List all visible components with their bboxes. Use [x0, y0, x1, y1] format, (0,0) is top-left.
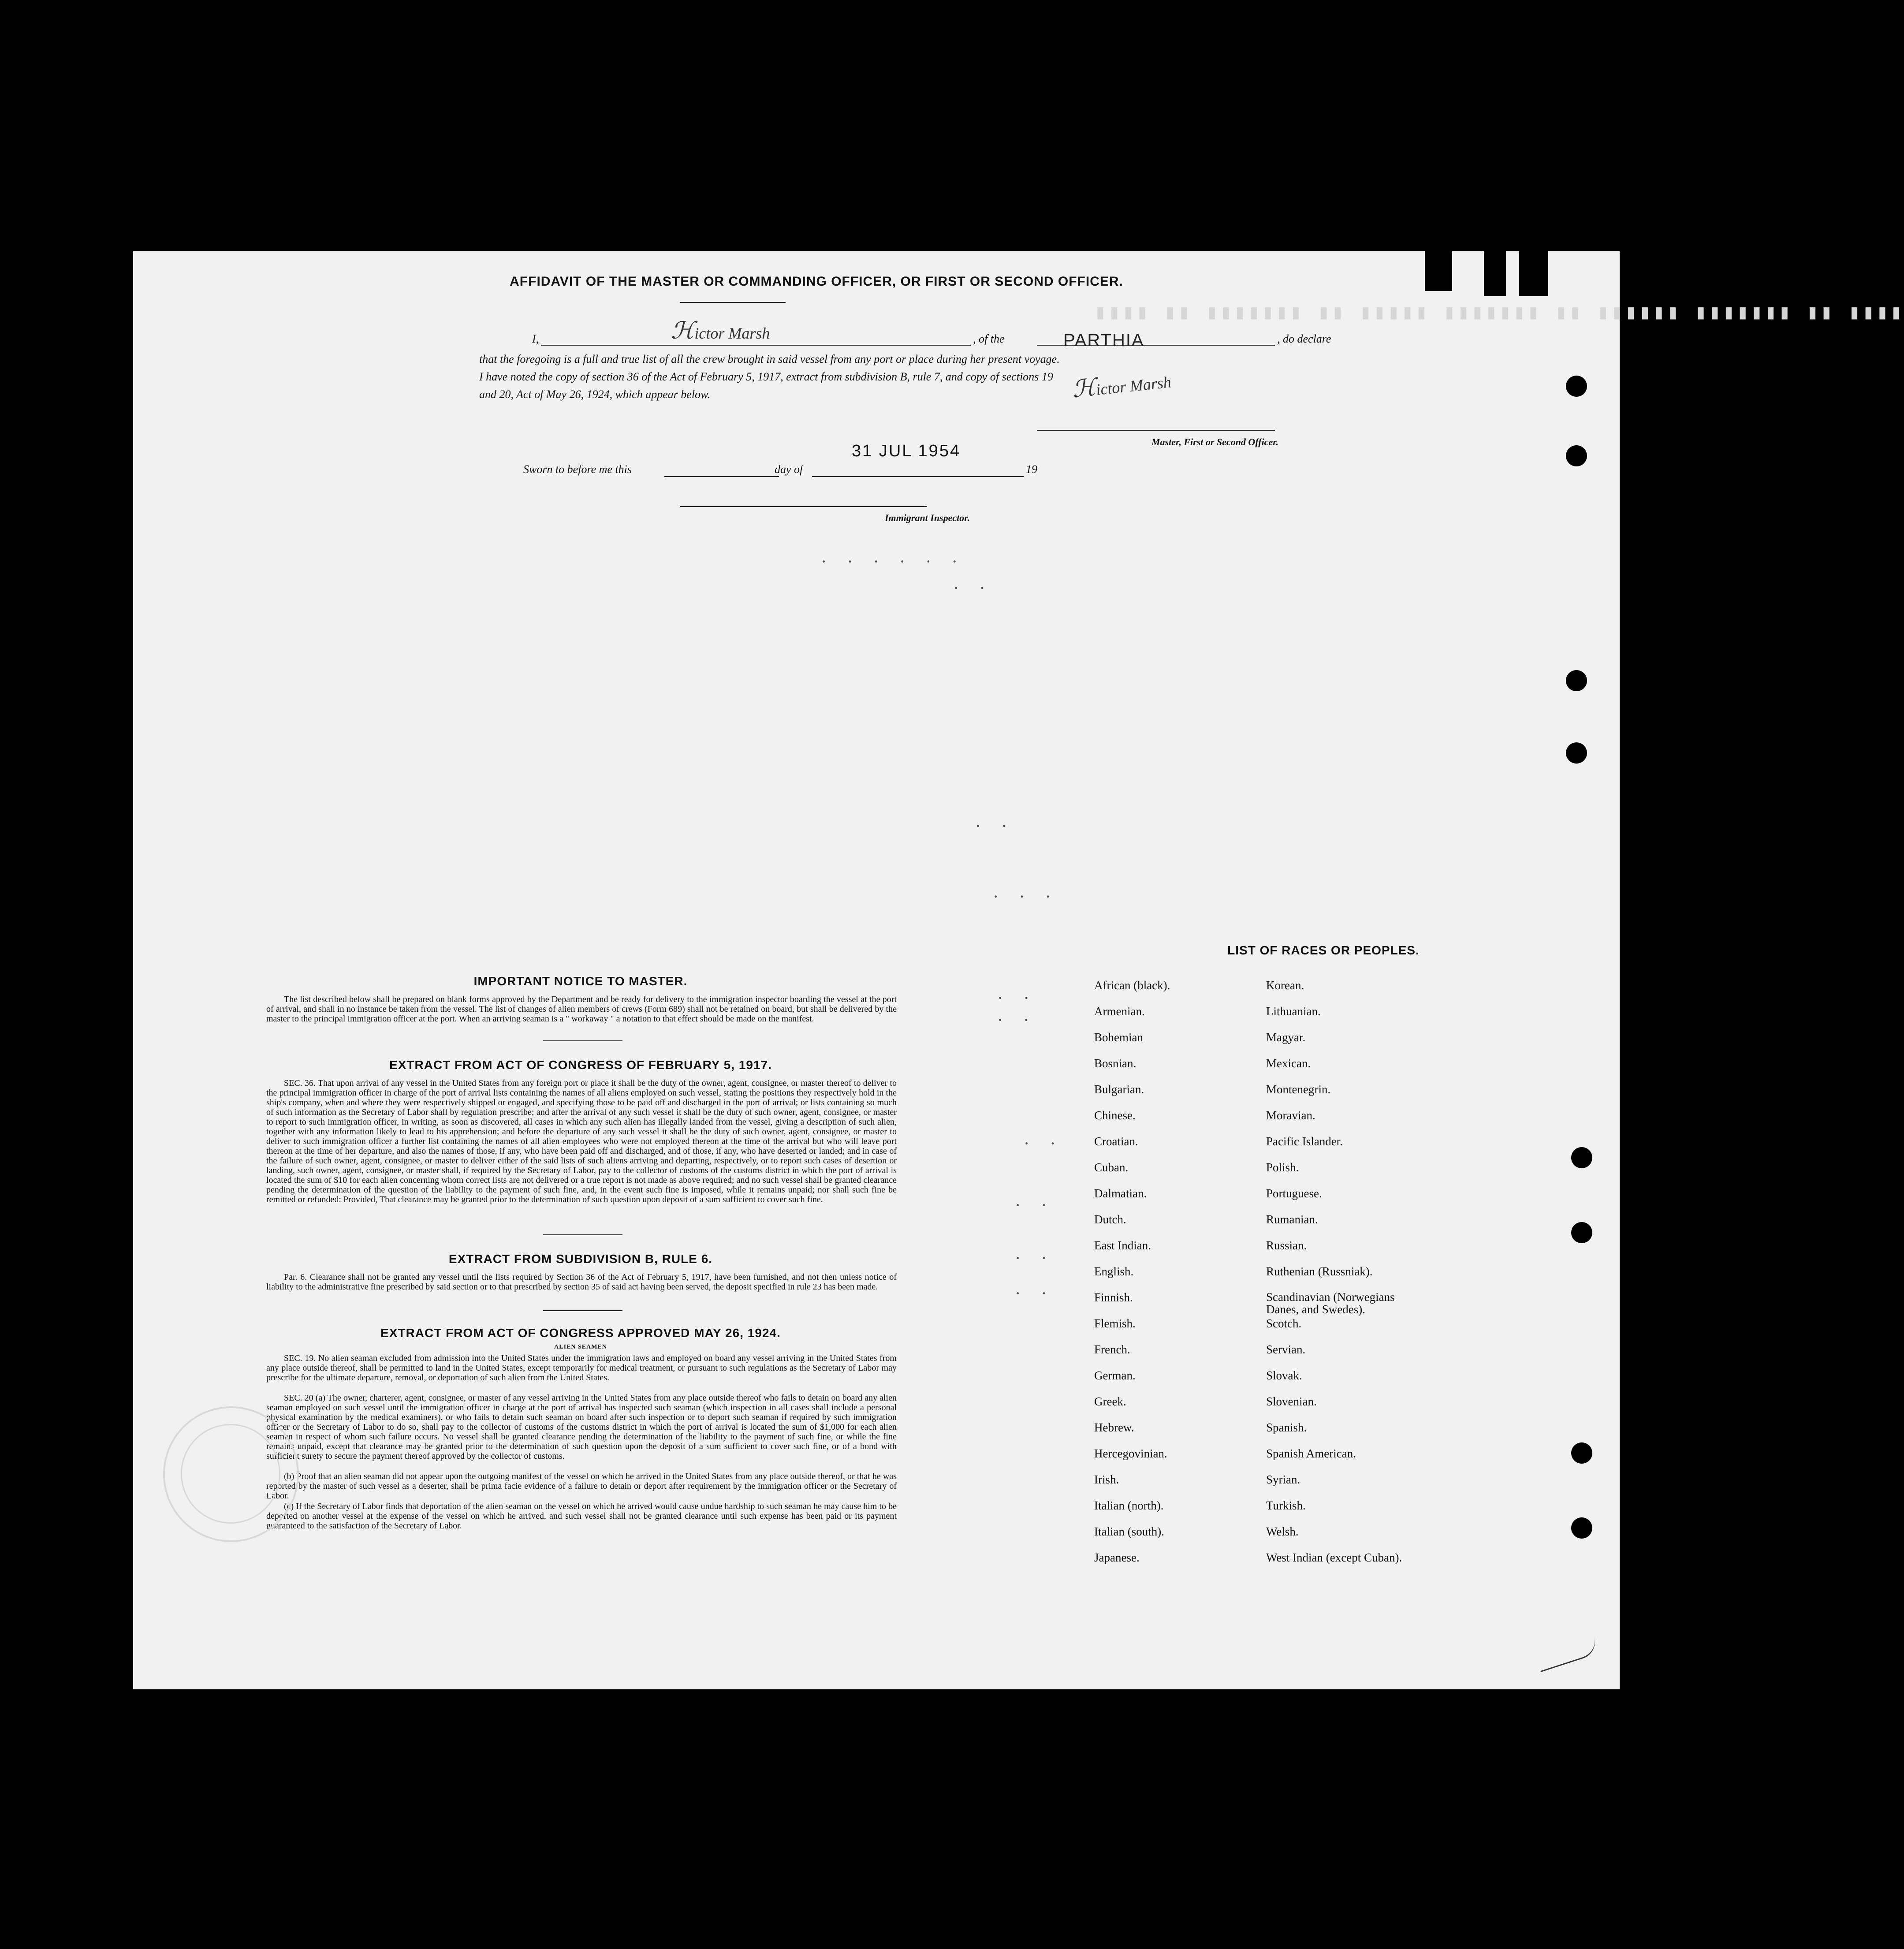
speck-row-6: · · — [997, 1010, 1037, 1030]
race-item: Irish. — [1094, 1473, 1119, 1486]
race-item: Dalmatian. — [1094, 1187, 1147, 1200]
race-item: Scotch. — [1266, 1317, 1302, 1330]
speck-row-4: · · · — [993, 887, 1059, 906]
race-item: Slovak. — [1266, 1369, 1302, 1382]
race-item: Syrian. — [1266, 1473, 1300, 1486]
affidavit-title: AFFIDAVIT OF THE MASTER OR COMMANDING OFFICER, OR FIRST OR SECOND OFFICER. — [510, 274, 1123, 289]
punch-hole — [1566, 742, 1587, 764]
vessel-name: PARTHIA — [1063, 331, 1144, 350]
race-item: Croatian. — [1094, 1135, 1138, 1148]
race-item: Korean. — [1266, 979, 1304, 992]
sheet-tab — [1519, 242, 1548, 296]
race-item: Turkish. — [1266, 1499, 1306, 1512]
race-item: Magyar. — [1266, 1031, 1306, 1044]
punch-hole — [1566, 445, 1587, 466]
sec19-text: SEC. 19. No alien seaman excluded from admission into the United States under the immigration laws and employed on board any vessel arriving in the United States from any place outside thereof, shall be permitted to land in the United States, except temporarily for medical treatment, or pursuant to such regulations as the Secretary of Labor may prescribe for the ultimate departure, removal, or deportation of such alien from the United States. — [266, 1353, 897, 1383]
sec20c-text: (c) If the Secretary of Labor finds that deportation of the alien seaman on the vessel on which he arrived would cause undue hardship to such seaman he may cause him to be deported on another vessel at the expense of the vessel on which he arrived, and such vessel shall not be granted clearance until such expense has been paid or its payment guaranteed to the satisfaction of the Secretary of Labor. — [266, 1502, 897, 1531]
punch-hole — [1571, 1147, 1592, 1168]
race-item: Lithuanian. — [1266, 1005, 1321, 1018]
race-item: French. — [1094, 1343, 1130, 1356]
sworn-year: 19 — [1026, 463, 1037, 476]
declaration-suffix: , do declare — [1277, 332, 1331, 345]
title-rule — [680, 302, 786, 303]
sworn-month-underline — [812, 476, 1024, 477]
extract-1917-title: EXTRACT FROM ACT OF CONGRESS OF FEBRUARY 5, 1917. — [389, 1058, 772, 1072]
notice-text: The list described below shall be prepared on blank forms approved by the Department and be ready for delivery to the immigration inspector boarding the vessel at the port of arrival, and shall in no instance be taken from the vessel. The list of changes of alien members of crews (Form 689) shall not be retained on board, but shall be delivered by the master to the principal immigration officer at the port. When an arriving seaman is a " workaway " a notation to that effect should be made on the manifest. — [266, 995, 897, 1024]
race-item: Hebrew. — [1094, 1421, 1134, 1434]
officer-signature: ℋictor Marsh — [1071, 373, 1172, 403]
sec20b-text: (b) Proof that an alien seaman did not appear upon the outgoing manifest of the vessel on which he arrived in the United States from any place outside thereof, or that he was reported by the master of such vessel as a deserter, shall be prima facie evidence of a failure to detain or deport after requirement by the immigration officer or the Secretary of Labor. — [266, 1472, 897, 1501]
race-item: Chinese. — [1094, 1109, 1136, 1122]
speck-row-3: · · — [975, 816, 1015, 836]
rule6-title: EXTRACT FROM SUBDIVISION B, RULE 6. — [448, 1252, 713, 1266]
race-item: Montenegrin. — [1266, 1083, 1331, 1096]
punch-hole — [1571, 1517, 1592, 1539]
race-item: Finnish. — [1094, 1291, 1133, 1304]
embossed-seal-inner — [181, 1424, 280, 1524]
inspector-caption: Immigrant Inspector. — [885, 512, 970, 523]
notice-title: IMPORTANT NOTICE TO MASTER. — [473, 974, 688, 988]
speck-row-1: · · · · · · — [821, 552, 965, 571]
race-item: Cuban. — [1094, 1161, 1129, 1174]
speck-row-9: · · — [1015, 1248, 1055, 1268]
sworn-day: day of — [775, 463, 803, 476]
race-item: Bosnian. — [1094, 1057, 1136, 1070]
race-item: Spanish. — [1266, 1421, 1307, 1434]
race-item: Greek. — [1094, 1395, 1126, 1408]
punch-hole — [1566, 376, 1587, 397]
speck-row-8: · · — [1015, 1195, 1055, 1215]
race-item: Servian. — [1266, 1343, 1306, 1356]
declaration-of: , of the — [973, 332, 1005, 345]
sheet-tab — [1484, 242, 1506, 296]
declaration-line-4: and 20, Act of May 26, 1924, which appear below. — [479, 388, 711, 401]
race-item: African (black). — [1094, 979, 1170, 992]
name-underline — [541, 345, 971, 346]
punch-hole — [1571, 1222, 1592, 1243]
sworn-line — [523, 462, 1140, 480]
race-item: East Indian. — [1094, 1239, 1151, 1252]
race-item: Rumanian. — [1266, 1213, 1318, 1226]
punch-hole — [1571, 1442, 1592, 1464]
race-item: Dutch. — [1094, 1213, 1126, 1226]
form-sheet — [133, 251, 1904, 1689]
sworn-prefix: Sworn to before me this — [523, 463, 632, 476]
race-item: Spanish American. — [1266, 1447, 1356, 1460]
speck-row-5: · · — [997, 988, 1037, 1008]
race-item: German. — [1094, 1369, 1136, 1382]
race-item: Armenian. — [1094, 1005, 1145, 1018]
race-item: Ruthenian (Russniak). — [1266, 1265, 1373, 1278]
punch-hole — [1566, 670, 1587, 691]
race-item: Italian (north). — [1094, 1499, 1164, 1512]
race-item: Portuguese. — [1266, 1187, 1322, 1200]
notice-rule — [543, 1040, 622, 1041]
sec20a-text: SEC. 20 (a) The owner, charterer, agent, consignee, or master of any vessel arriving in the United States from any place outside thereof who fails to detain on board any alien seaman employed on such vessel until the immigration officer in charge at the port of arrival has inspected such seaman (which inspection in all cases shall include a personal physical examination by the medical examiners), or who fails to detain such seaman on board after such inspection or to deport such seaman if required by such immigration officer or the Secretary of Labor to do so, shall pay to the collector of customs of the customs district in which the port of arrival is located the sum of $1,000 for each alien seaman in respect of whom such failure occurs. No vessel shall be granted clearance pending the determination of the liability to the payment of such fine, or while the fine remains unpaid, except that clearance may be granted prior to the determination of such question upon the deposit of a sum sufficient to cover such fine, or of a bond with sufficient surety to secure the payment thereof approved by the collector of customs. — [266, 1393, 897, 1461]
race-item: Bulgarian. — [1094, 1083, 1144, 1096]
speck-row-10: · · — [1015, 1283, 1055, 1303]
race-item: English. — [1094, 1265, 1134, 1278]
corner-mark — [1532, 1627, 1600, 1672]
show-through-text: ▮▮▮▮ ▮▮ ▮▮▮▮▮▮▮ ▮▮ ▮▮▮▮▮ ▮▮▮▮▮▮▮ ▮▮ ▮▮▮▮▮▮ ▮▮▮▮▮▮▮ ▮▮ ▮▮▮▮ — [1094, 302, 1904, 325]
race-item: Scandinavian (Norwegians Danes, and Swedes). — [1266, 1290, 1395, 1316]
speck-row-7: · · — [1024, 1133, 1064, 1153]
declaration-prefix: I, — [532, 332, 539, 345]
race-item: Russian. — [1266, 1239, 1307, 1252]
race-item: West Indian (except Cuban). — [1266, 1551, 1402, 1564]
rule6-rule — [543, 1310, 622, 1311]
inspector-signature-line — [680, 506, 927, 507]
declaration-line-3: I have noted the copy of section 36 of the Act of February 5, 1917, extract from subdivision B, rule 7, and copy of sections 19 — [479, 370, 1053, 383]
race-item: Hercegovinian. — [1094, 1447, 1167, 1460]
races-title: LIST OF RACES OR PEOPLES. — [1227, 943, 1420, 957]
race-item: Moravian. — [1266, 1109, 1315, 1122]
sheet-tab — [1425, 242, 1452, 291]
race-item: Japanese. — [1094, 1551, 1140, 1564]
speck-row-2: · · — [953, 578, 993, 598]
race-item: Italian (south). — [1094, 1525, 1164, 1538]
extract-1917-text: SEC. 36. That upon arrival of any vessel in the United States from any foreign port or place it shall be the duty of the owner, agent, consignee, or master thereof to deliver to the principal immigration officer in charge of the port of arrival lists containing the names of all aliens employed on such vessel, stating the positions they respectively hold in the ship's company, when and where they were respectively shipped or engaged, and specifying those to be paid off and discharged in the port of arrival; or lists containing so much of such information as the Secretary of Labor shall by regulation prescribe; and after the arrival of any such vessel it shall be the duty of such owner, agent, consignee, or master to report to such immigration officer, in writing, as soon as discovered, all cases in which any such alien has illegally landed from the vessel, giving a description of such alien, together with any information likely to lead to his apprehension; and before the departure of any such vessel it shall be the duty of such owner, agent, consignee, or master to deliver to such immigration officer a further list containing the names of all alien employees who were not employed thereon at the time of the arrival but who will leave port thereon at the time of her departure, and also the names of those, if any, who have been paid off and discharged, and of those, if any, who have deserted or landed; and in case of the failure of such owner, agent, consignee, or master to deliver either of the said lists of such aliens arriving and departing, respectively, or to report such cases of desertion or landing, such owner, agent, consignee, or master shall, if required by the Secretary of Labor, pay to the collector of customs of the customs district in which the port of arrival is located the sum of $10 for each alien concerning whom correct lists are not delivered or a true report is not made as above required; and no such vessel shall be granted clearance pending the determination of the question of the liability to the payment of such fine, and, in the event such fine is imposed, while it remains unpaid; nor shall such fine be remitted or refunded: Provided, That clearance may be granted prior to the determination of such question upon deposit of a sum sufficient to cover such fine. — [266, 1078, 897, 1204]
race-item: Welsh. — [1266, 1525, 1299, 1538]
race-item: Flemish. — [1094, 1317, 1136, 1330]
signature-name: ℋictor Marsh — [671, 317, 770, 344]
extract-1917-rule — [543, 1234, 622, 1235]
race-item: Slovenian. — [1266, 1395, 1317, 1408]
rule6-text: Par. 6. Clearance shall not be granted any vessel until the lists required by Section 36 of the Act of February 5, 1917, have been furnished, and not then unless notice of liability to the administrative fine prescribed by said section or to that prescribed by section 35 of said act having been served, the deposit specified in rule 23 has been made. — [266, 1272, 897, 1292]
date-stamp: 31 JUL 1954 — [852, 442, 961, 460]
race-item: Mexican. — [1266, 1057, 1311, 1070]
officer-caption: Master, First or Second Officer. — [1151, 436, 1279, 447]
officer-signature-line — [1037, 430, 1275, 431]
extract-1924-subtitle: ALIEN SEAMEN — [554, 1344, 607, 1350]
race-item: Bohemian — [1094, 1031, 1143, 1044]
sworn-day-underline — [664, 476, 779, 477]
extract-1924-title: EXTRACT FROM ACT OF CONGRESS APPROVED MAY 26, 1924. — [380, 1326, 781, 1340]
race-item: Polish. — [1266, 1161, 1299, 1174]
declaration-line-2: that the foregoing is a full and true list of all the crew brought in said vessel from any port or place during her present voyage. — [479, 353, 1060, 365]
race-item: Pacific Islander. — [1266, 1135, 1343, 1148]
